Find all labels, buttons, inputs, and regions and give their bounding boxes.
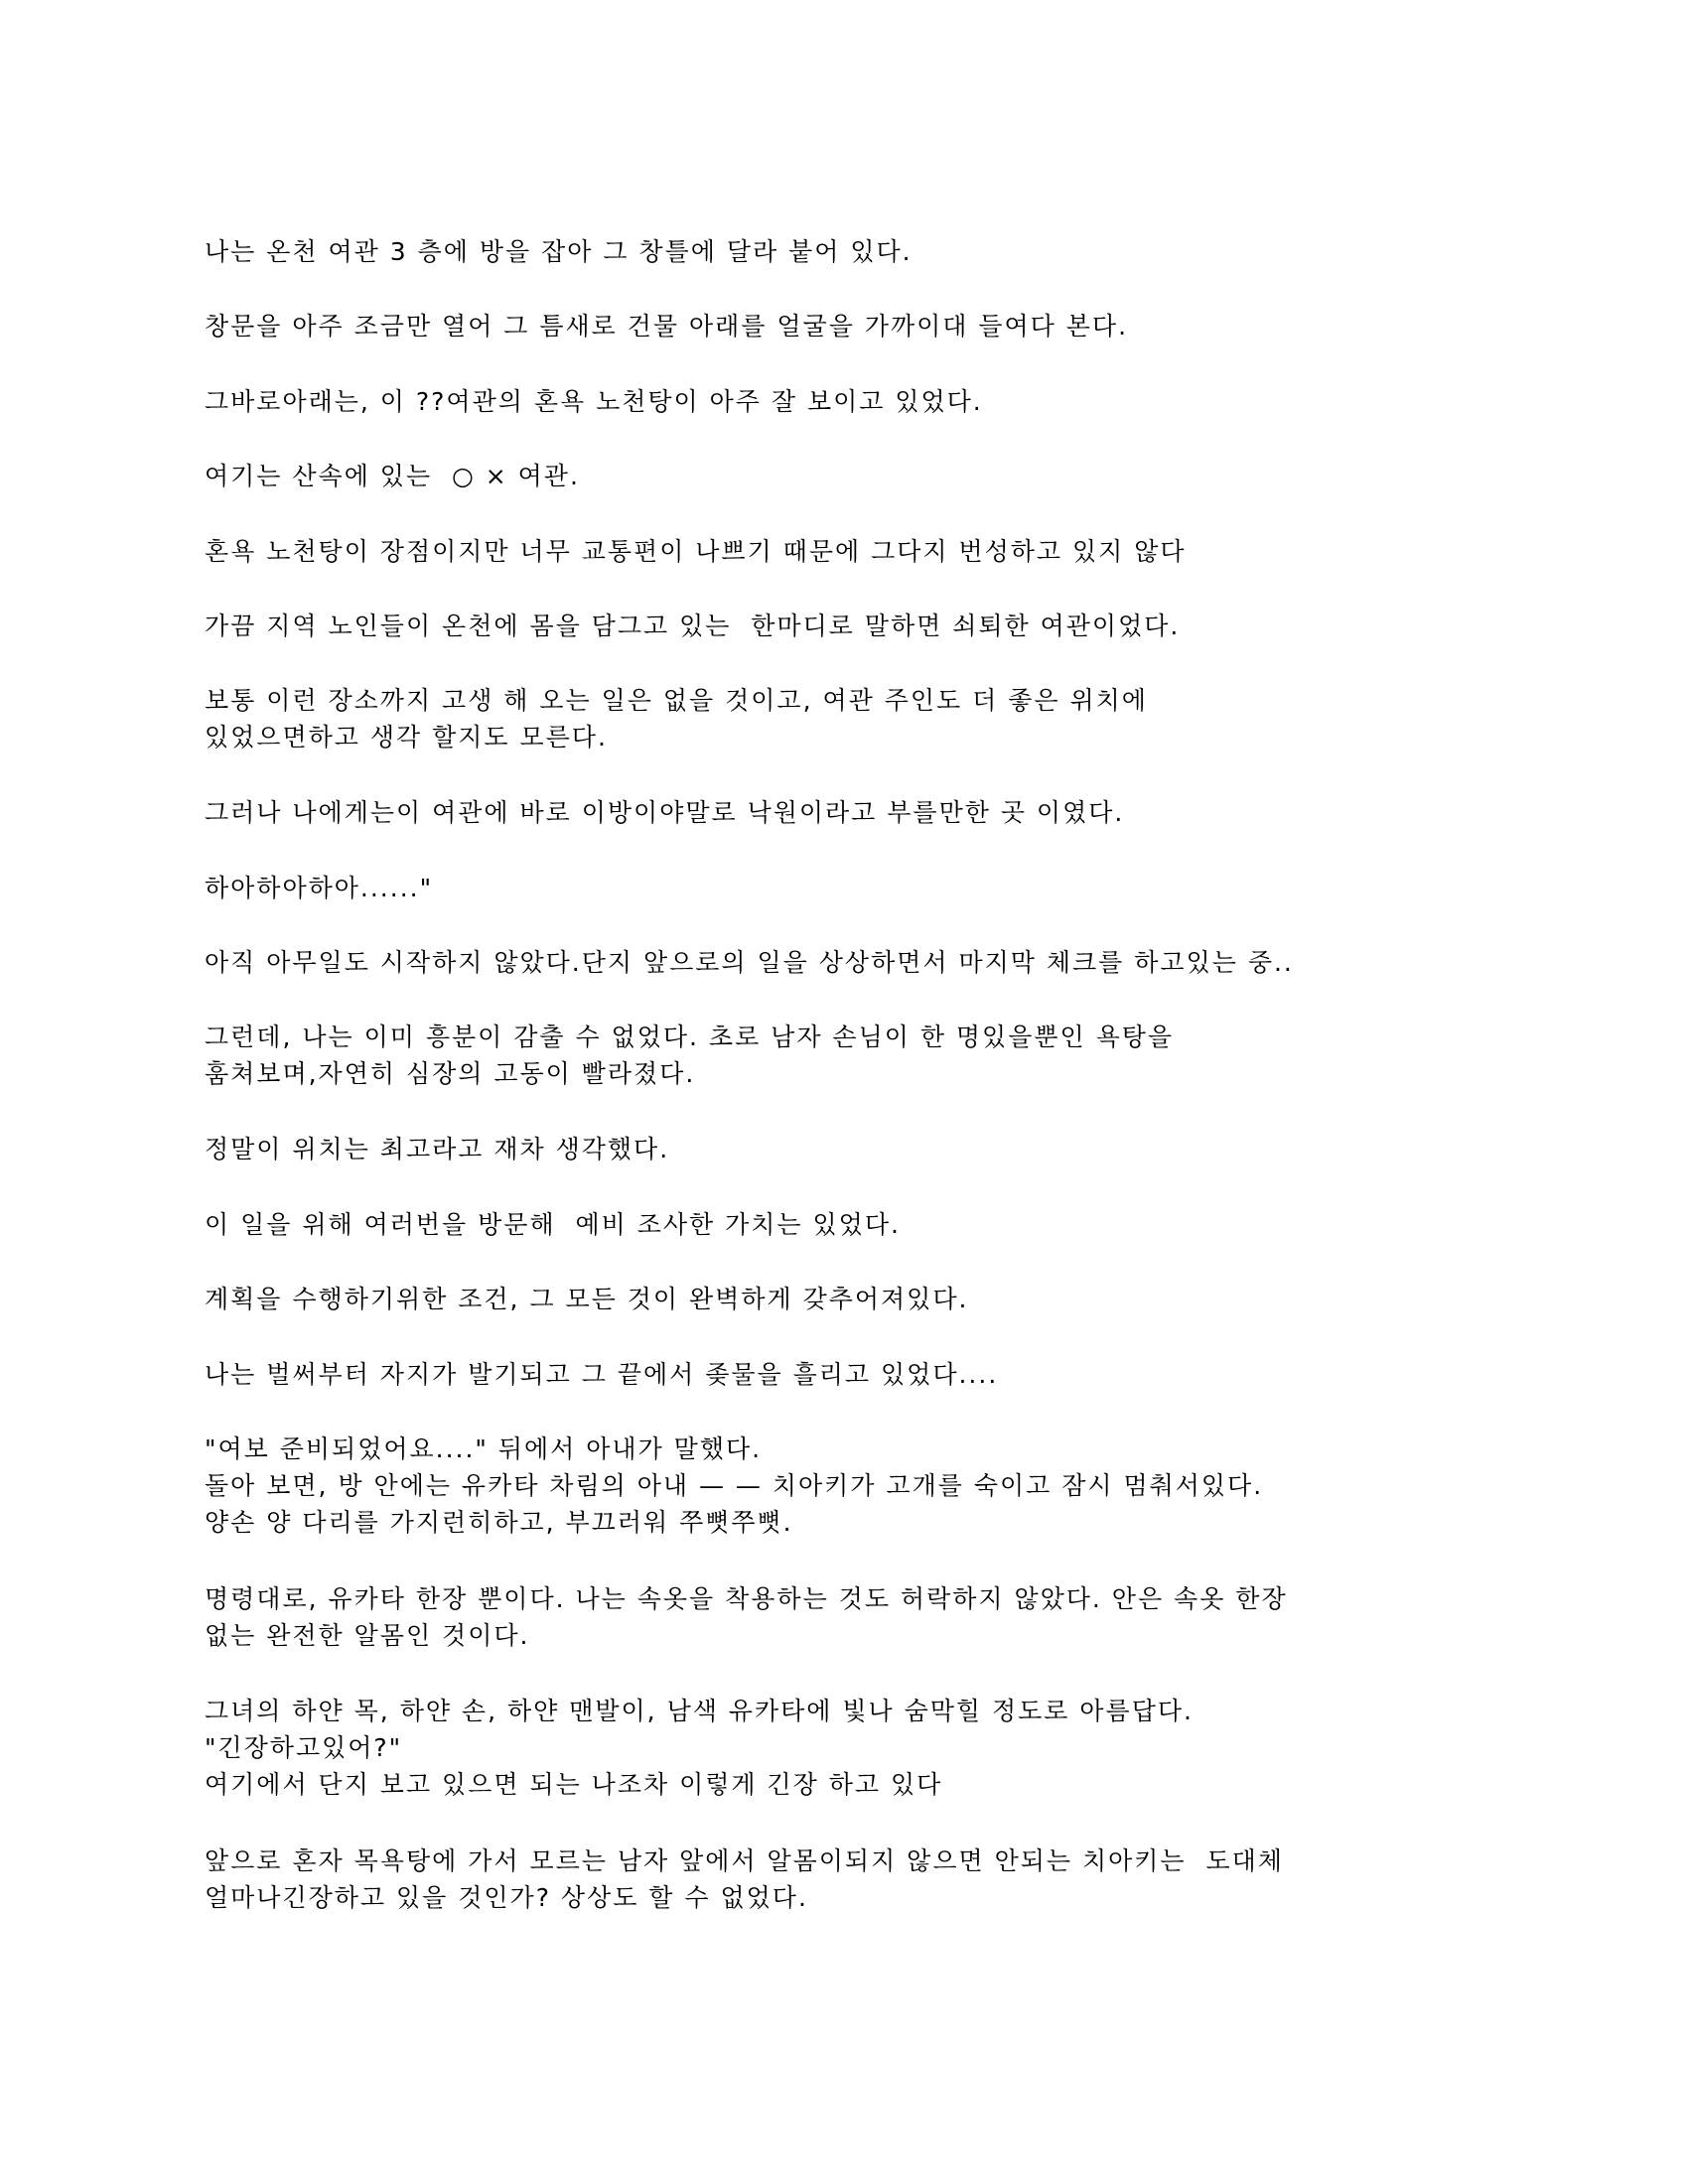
paragraph-7: 보통 이런 장소까지 고생 해 오는 일은 없을 것이고, 여관 주인도 더 좋은 위치에 있었으면하고 생각 할지도 모른다.	[205, 686, 1148, 751]
paragraph-18: 그녀의 하얀 목, 하얀 손, 하얀 맨발이, 남색 유카타에 빛나 숨막힐 정도로 아름답다. "긴장하고있어?" 여기에서 단지 보고 있으면 되는 나조차 이렇게 긴장 하고 있다	[205, 1697, 1194, 1799]
paragraph-9: 하아하아하아......"	[205, 874, 434, 902]
paragraph-16: "여보 준비되었어요...." 뒤에서 아내가 말했다. 돌아 보면, 방 안에는 유카타 차림의 아내 — — 치아키가 고개를 숙이고 잠시 멈춰서있다. 양손 양 다리를 가지런히하고, 부끄러워 쭈뼛쭈뼛.	[205, 1434, 1264, 1537]
paragraph-3: 그바로아래는, 이 ??여관의 혼욕 노천탕이 아주 잘 보이고 있었다.	[205, 387, 983, 416]
paragraph-1: 나는 온천 여관 3 층에 방을 잡아 그 창틀에 달라 붙어 있다.	[205, 237, 913, 266]
paragraph-2: 창문을 아주 조금만 열어 그 틈새로 건물 아래를 얼굴을 가까이대 들여다 본다.	[205, 312, 1129, 341]
paragraph-13: 이 일을 위해 여러번을 방문해 예비 조사한 가치는 있었다.	[205, 1210, 901, 1239]
paragraph-14: 계획을 수행하기위한 조건, 그 모든 것이 완벽하게 갖추어져있다.	[205, 1285, 969, 1313]
paragraph-15: 나는 벌써부터 자지가 발기되고 그 끝에서 좆물을 흘리고 있었다....	[205, 1360, 999, 1389]
paragraph-19: 앞으로 혼자 목욕탕에 가서 모르는 남자 앞에서 알몸이되지 않으면 안되는 치아키는 도대체 얼마나긴장하고 있을 것인가? 상상도 할 수 없었다.	[205, 1846, 1284, 1912]
paragraph-11: 그런데, 나는 이미 흥분이 감출 수 없었다. 초로 남자 손님이 한 명있을뿐인 욕탕을 훔쳐보며,자연히 심장의 고동이 빨라졌다.	[205, 1023, 1175, 1088]
paragraph-8: 그러나 나에게는이 여관에 바로 이방이야말로 낙원이라고 부를만한 곳 이였다.	[205, 798, 1125, 827]
paragraph-6: 가끔 지역 노인들이 온천에 몸을 담그고 있는 한마디로 말하면 쇠퇴한 여관이었다.	[205, 612, 1181, 640]
paragraph-10: 아직 아무일도 시작하지 않았다.단지 앞으로의 일을 상상하면서 마지막 체크를 하고있는 중..	[205, 948, 1294, 977]
paragraph-5: 혼욕 노천탕이 장점이지만 너무 교통편이 나쁘기 때문에 그다지 번성하고 있지 않다	[205, 537, 1187, 566]
paragraph-12: 정말이 위치는 최고라고 재차 생각했다.	[205, 1135, 670, 1163]
paragraph-17: 명령대로, 유카타 한장 뿐이다. 나는 속옷을 착용하는 것도 허락하지 않았다. 안은 속옷 한장 없는 완전한 알몸인 것이다.	[205, 1584, 1288, 1650]
paragraph-4: 여기는 산속에 있는 ○ × 여관.	[205, 462, 580, 490]
